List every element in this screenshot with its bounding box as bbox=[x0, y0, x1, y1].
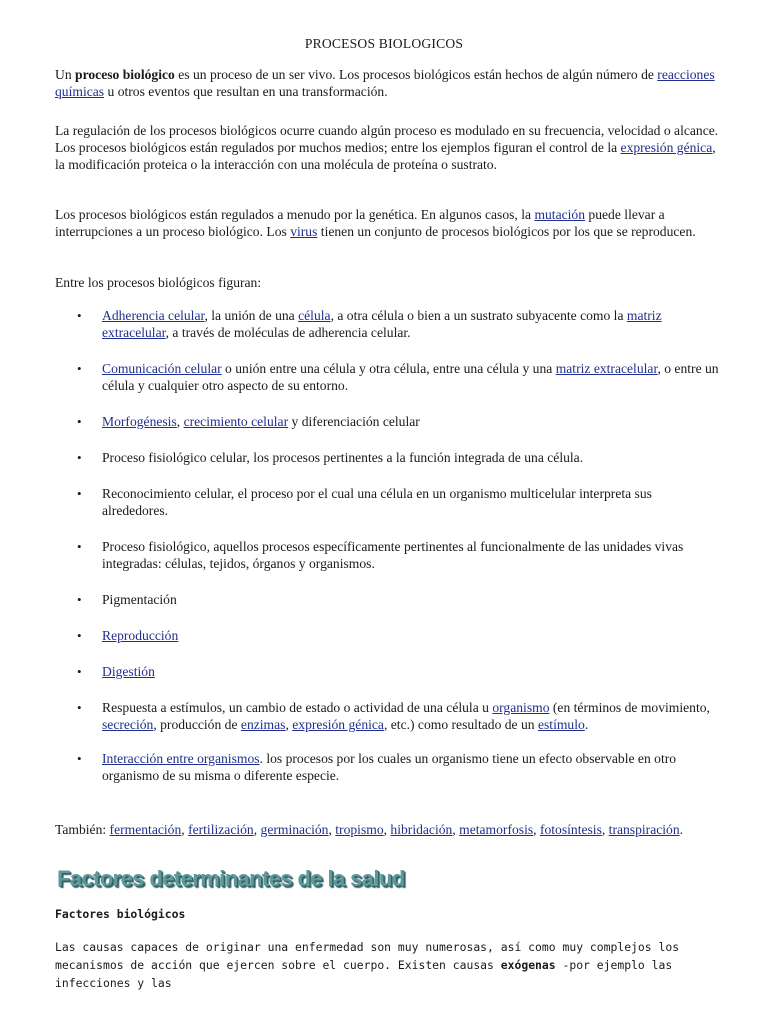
separator: , bbox=[601, 822, 609, 837]
link-interaccion-entre-organismos[interactable]: Interacción entre organismos bbox=[102, 751, 260, 766]
text-run: (en términos de movimiento, bbox=[549, 700, 710, 715]
separator: , bbox=[253, 822, 261, 837]
text-run: La regulación de los procesos biológicos ocurre cuando algún proceso es modulado en su frecuencia, velocidad o alcance. Los procesos biológicos están regulados por muchos medios; entre los ejemplos figuran el control de la bbox=[55, 123, 719, 155]
intro-paragraph bbox=[55, 66, 720, 100]
bullet-icon: • bbox=[77, 592, 82, 607]
list-intro: Entre los procesos biológicos figuran: bbox=[55, 275, 262, 290]
list-item bbox=[55, 627, 720, 644]
separator: , bbox=[383, 822, 391, 837]
text-run: es un proceso de un ser vivo. Los procesos biológicos están hechos de algún número de bbox=[174, 67, 658, 82]
text-run: , a otra célula o bien a un sustrato subyacente como la bbox=[330, 308, 627, 323]
link-reacciones-quimicas[interactable]: reacciones químicas bbox=[55, 67, 715, 99]
text-run: Los procesos biológicos están regulados a menudo por la genética. En algunos casos, la bbox=[55, 207, 535, 222]
list-item bbox=[55, 307, 720, 341]
text-run: , la unión de una bbox=[204, 308, 299, 323]
text-run: , etc.) como resultado de un bbox=[383, 717, 538, 732]
link-matriz-extracelular[interactable]: matriz extracelular bbox=[102, 308, 662, 340]
separator: , bbox=[452, 822, 460, 837]
separator: , bbox=[533, 822, 540, 837]
list-item bbox=[55, 413, 720, 430]
text-run: u otros eventos que resultan en una transformación. bbox=[104, 84, 388, 99]
text-run: , la modificación proteica o la interacción con una molécula de proteína o sustrato. bbox=[55, 140, 716, 172]
text-run: -por ejemplo las infecciones y las bbox=[55, 958, 673, 990]
text-run: . bbox=[584, 717, 589, 732]
link-celula[interactable]: célula bbox=[298, 308, 331, 323]
link-estimulo[interactable]: estímulo bbox=[537, 717, 585, 732]
bullet-icon: • bbox=[77, 628, 82, 643]
link-mutacion[interactable]: mutación bbox=[534, 207, 586, 222]
link-digestion[interactable]: Digestión bbox=[102, 664, 155, 679]
bold-term: proceso biológico bbox=[75, 67, 175, 82]
link-germinacion[interactable]: germinación bbox=[260, 822, 329, 837]
text-run: . los procesos por los cuales un organismo tiene un efecto observable en otro organismo de su misma o diferente especie. bbox=[102, 751, 677, 783]
link-fertilizacion[interactable]: fertilización bbox=[188, 822, 254, 837]
process-list bbox=[55, 307, 720, 784]
link-comunicacion-celular[interactable]: Comunicación celular bbox=[102, 361, 222, 376]
link-reproduccion[interactable]: Reproducción bbox=[102, 628, 179, 643]
link-virus[interactable]: virus bbox=[290, 224, 318, 239]
bullet-icon: • bbox=[77, 751, 82, 766]
link-fotosintesis[interactable]: fotosíntesis bbox=[539, 822, 602, 837]
link-expresion-genica[interactable]: expresión génica bbox=[620, 140, 713, 155]
link-tropismo[interactable]: tropismo bbox=[335, 822, 384, 837]
bullet-icon: • bbox=[77, 700, 82, 715]
link-morfogenesis[interactable]: Morfogénesis bbox=[102, 414, 177, 429]
separator: , bbox=[181, 822, 189, 837]
text-run: , o entre un célula y cualquier otro aspecto de su entorno. bbox=[102, 361, 719, 393]
list-item bbox=[55, 449, 720, 466]
list-item bbox=[55, 699, 720, 733]
text-run: Las causas capaces de originar una enfermedad son muy numerosas, así como muy complejos los mecanismos de acción que ejercen sobre el cuerpo. Existen causas bbox=[55, 940, 680, 972]
list-item bbox=[55, 360, 720, 394]
see-also-label: También: bbox=[55, 822, 110, 837]
link-transpiracion[interactable]: transpiración bbox=[608, 822, 680, 837]
list-item bbox=[55, 485, 720, 519]
bullet-icon: • bbox=[77, 450, 82, 465]
subsection-heading: Factores biológicos bbox=[55, 907, 186, 921]
text-run: Proceso fisiológico celular, los procesos pertinentes a la función integrada de una célula. bbox=[102, 450, 584, 465]
regulation-paragraph bbox=[55, 122, 720, 173]
list-item bbox=[55, 538, 720, 572]
text-run: Respuesta a estímulos, un cambio de estado o actividad de una célula u bbox=[102, 700, 493, 715]
bullet-icon: • bbox=[77, 308, 82, 323]
link-metamorfosis[interactable]: metamorfosis bbox=[459, 822, 534, 837]
bullet-icon: • bbox=[77, 539, 82, 554]
link-secrecion[interactable]: secreción bbox=[102, 717, 154, 732]
period: . bbox=[679, 822, 684, 837]
text-run: Proceso fisiológico, aquellos procesos específicamente pertinentes al funcionalmente de las unidades vivas integradas: células, tejidos, órganos y organismos. bbox=[102, 539, 684, 571]
text-run: Pigmentación bbox=[102, 592, 177, 607]
section-heading: Factores determinantes de la salud bbox=[57, 866, 405, 891]
link-crecimiento-celular[interactable]: crecimiento celular bbox=[183, 414, 289, 429]
bullet-icon: • bbox=[77, 664, 82, 679]
bullet-icon: • bbox=[77, 361, 82, 376]
link-hibridacion[interactable]: hibridación bbox=[390, 822, 453, 837]
list-item bbox=[55, 663, 720, 680]
link-expresion-genica[interactable]: expresión génica bbox=[292, 717, 384, 732]
see-also-line bbox=[55, 821, 720, 838]
text-run: , producción de bbox=[153, 717, 241, 732]
list-item bbox=[55, 750, 720, 784]
text-run: Un bbox=[55, 67, 76, 82]
text-run: puede llevar a interrupciones a un proceso biológico. Los bbox=[55, 207, 665, 239]
separator: , bbox=[328, 822, 336, 837]
genetics-paragraph bbox=[55, 206, 720, 240]
text-run: , bbox=[285, 717, 293, 732]
bold-term: exógenas bbox=[500, 958, 556, 972]
page-title: PROCESOS BIOLOGICOS bbox=[304, 36, 464, 51]
link-adherencia-celular[interactable]: Adherencia celular bbox=[102, 308, 205, 323]
text-run: , bbox=[176, 414, 184, 429]
bullet-icon: • bbox=[77, 414, 82, 429]
text-run: o unión entre una célula y otra célula, entre una célula y una bbox=[221, 361, 556, 376]
text-run: Reconocimiento celular, el proceso por el cual una célula en un organismo multicelular interpreta sus alrededores. bbox=[102, 486, 652, 518]
link-matriz-extracelular[interactable]: matriz extracelular bbox=[555, 361, 658, 376]
link-organismo[interactable]: organismo bbox=[492, 700, 550, 715]
link-enzimas[interactable]: enzimas bbox=[240, 717, 286, 732]
biological-factors-paragraph bbox=[55, 938, 725, 992]
text-run: tienen un conjunto de procesos biológicos por los que se reproducen. bbox=[317, 224, 696, 239]
link-fermentacion[interactable]: fermentación bbox=[109, 822, 182, 837]
bullet-icon: • bbox=[77, 486, 82, 501]
list-item bbox=[55, 591, 720, 608]
text-run: y diferenciación celular bbox=[288, 414, 420, 429]
text-run: , a través de moléculas de adherencia celular. bbox=[165, 325, 411, 340]
